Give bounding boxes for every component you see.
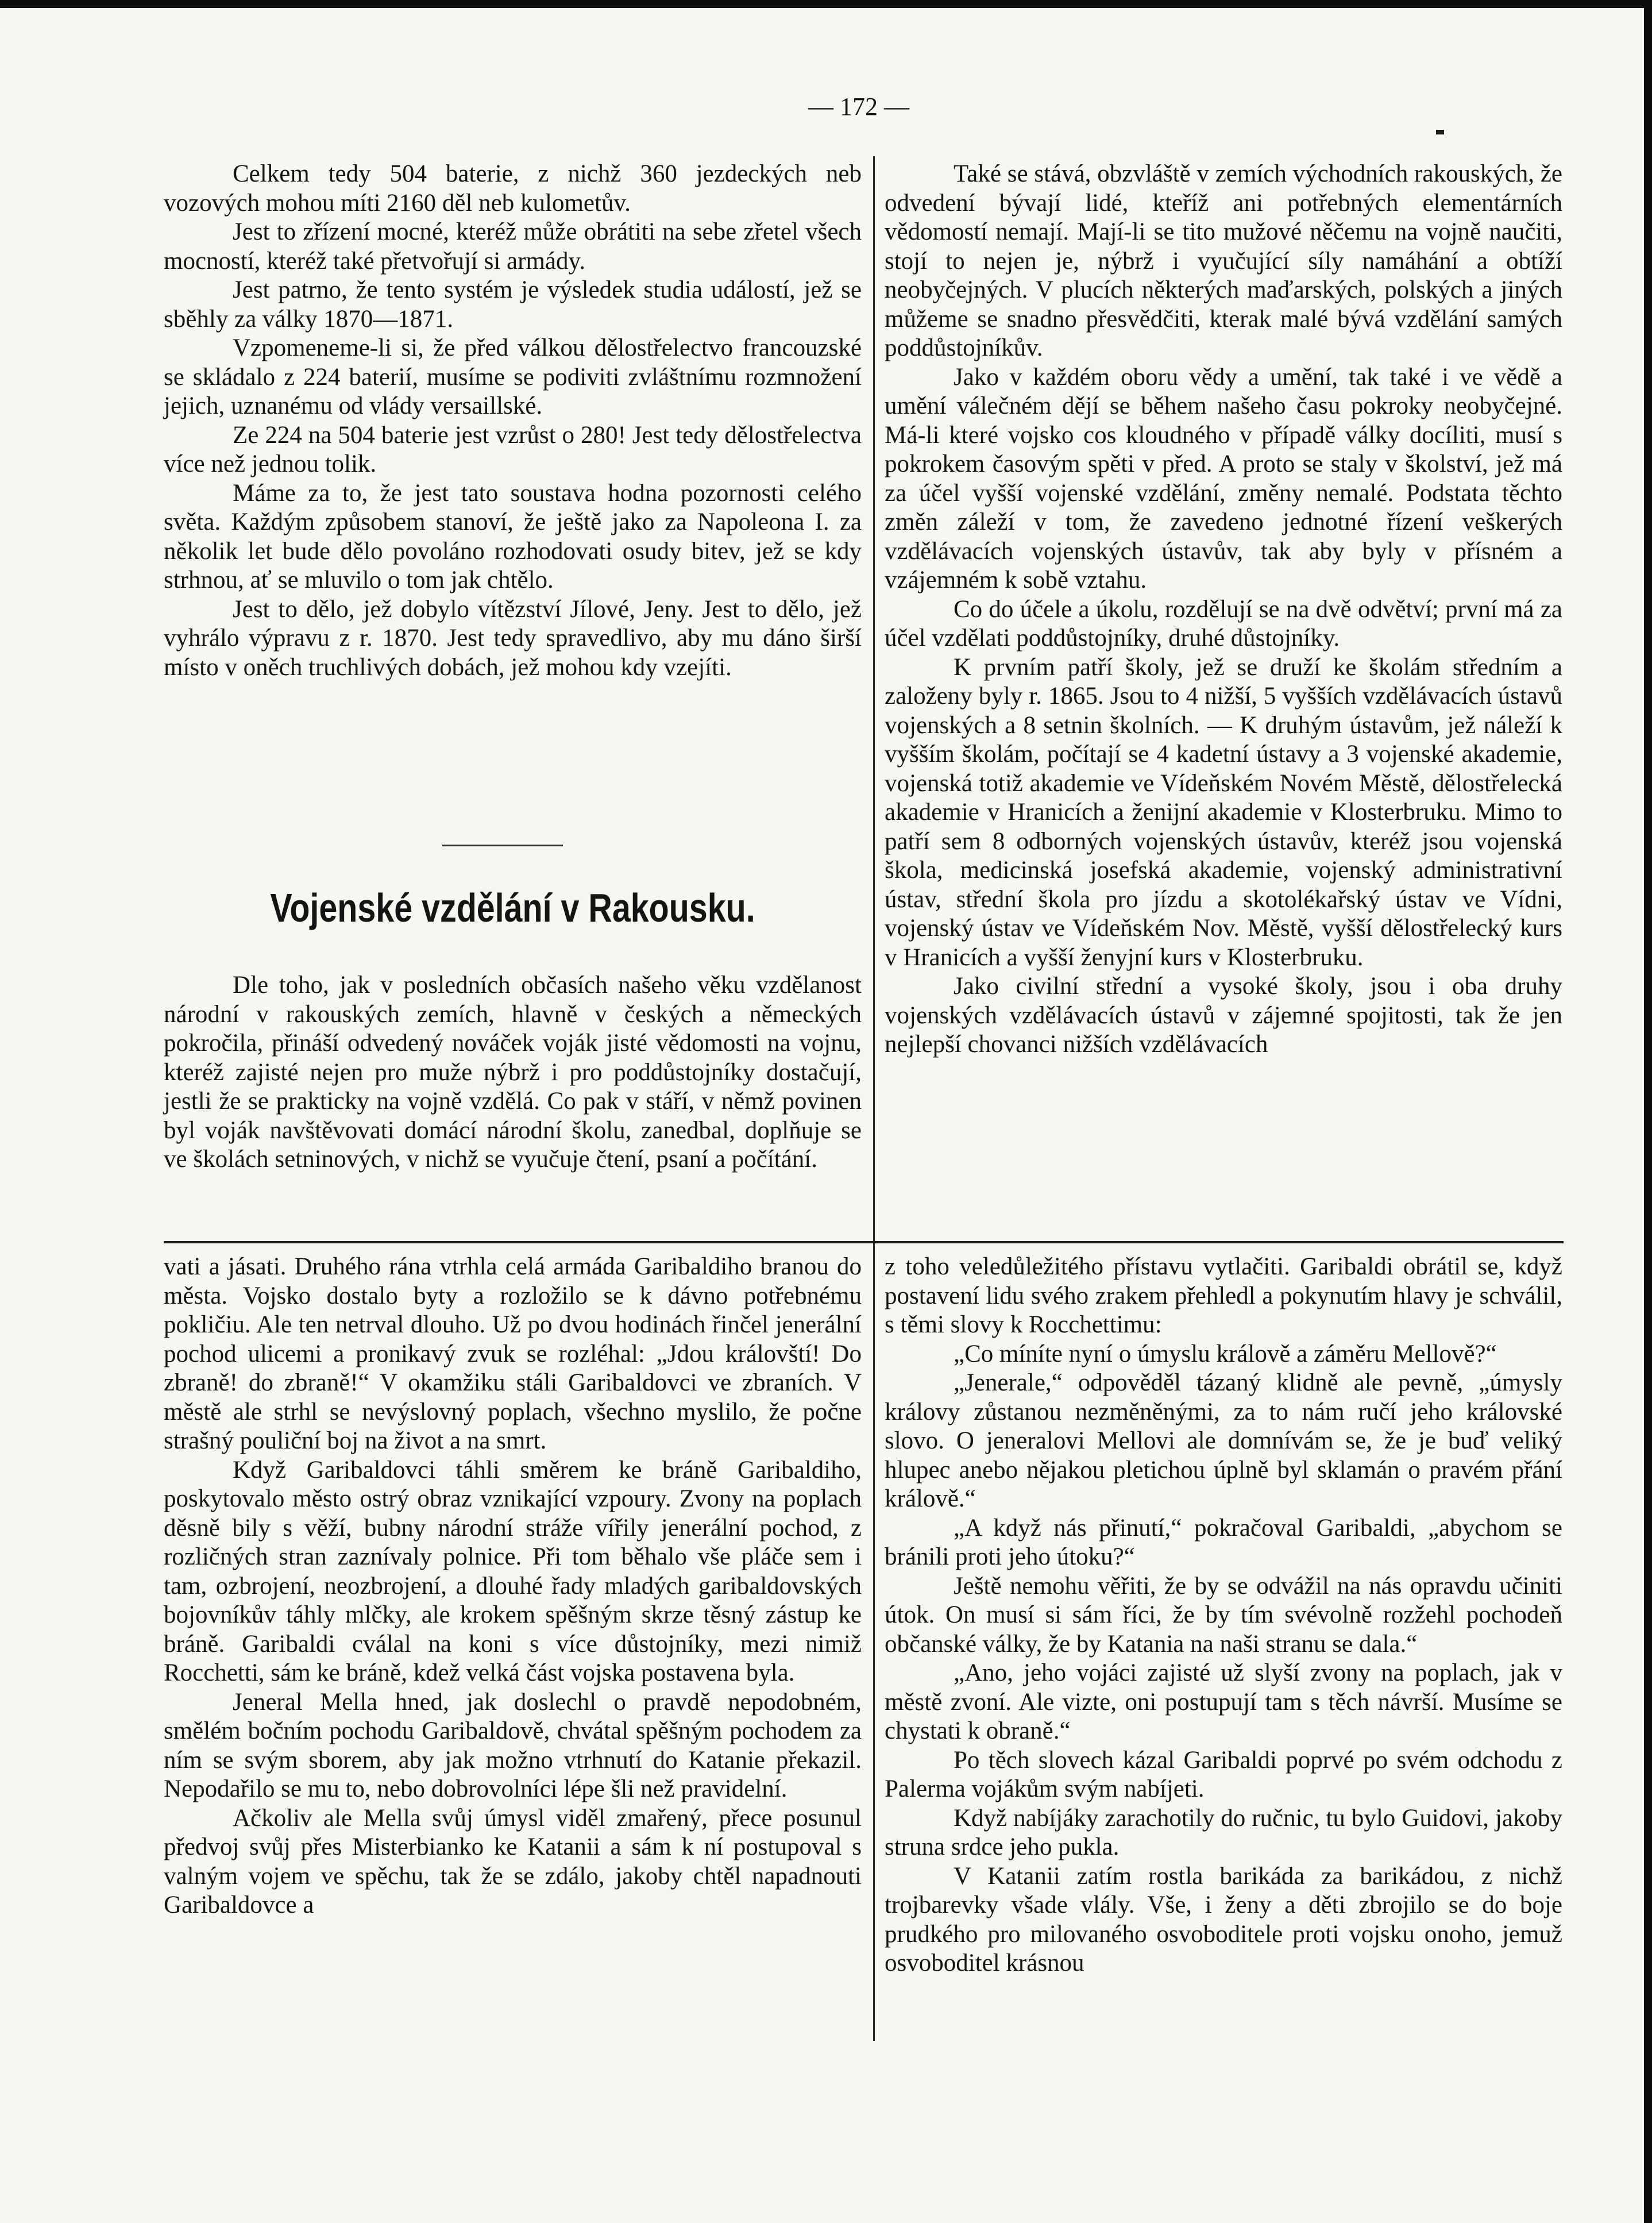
paragraph: V Katanii zatím rostla barikáda za barikádou, z nichž trojbarevky všade vlály. Vše, i ženy a děti zbrojilo se do boje prudkého pro milovaného osvoboditele proti vojsku onoho, jemuž osvoboditel krásnou [885, 1862, 1562, 1977]
paragraph: Celkem tedy 504 baterie, z nichž 360 jezdeckých neb vozových mohou míti 2160 děl neb kulometův. [164, 160, 862, 217]
bottom-right-column [885, 1253, 1562, 1978]
paragraph: Také se stává, obzvláště v zemích východních rakouských, že odvedení bývají lidé, kteříž ani potřebných elementárních vědomostí nemají. Mají-li se tito mužové něčemu na vojně naučiti, stojí to nejen je, nýbrž i vyučující síly namáhání a obtíží neobyčejných. V plucích některých maďarských, polských a jiných můžeme se snadno přesvědčiti, kterak malé bývá vzdělání samých poddůstojníkův. [885, 160, 1562, 361]
top-left-column [164, 160, 862, 682]
paragraph: Dle toho, jak v posledních občasích našeho věku vzdělanost národní v rakouských zemích, hlavně v českých a německých pokročila, přináší odvedený nováček voják jisté vědomosti na vojnu, kteréž zajisté nejen pro muže nýbrž i pro poddůstojníky dostačují, jestli že se prakticky na vojně vzdělá. Co pak v stáří, v němž povinen byl voják navštěvovati domácí národní školu, zanedbal, doplňuje se ve školách setninových, v nichž se vyučuje čtení, psaní a počítání. [164, 972, 862, 1173]
paragraph: vati a jásati. Druhého rána vtrhla celá armáda Garibaldiho branou do města. Vojsko dostalo byty a rozložilo se k dávno potřebnému pokličiu. Ale ten netrval dlouho. Už po dvou hodinách řinčel jenerální pochod ulicemi a pronikavý zvuk se rozléhal: „Jdou královští! Do zbraně! do zbraně!“ V okamžiku stáli Garibaldovci ve zbraních. V městě ale strhl se nevýslovný poplach, všechno myslilo, že počne strašný pouliční boj na život a na smrt. [164, 1253, 862, 1454]
paragraph: Jeneral Mella hned, jak doslechl o pravdě nepodobném, smělém bočním pochodu Garibaldově, chvátal spěšným pochodem za ním se svým sborem, aby jak možno vtrhnutí do Katanie překazil. Nepodařilo se mu to, nebo dobrovolníci lépe šli než pravidelní. [164, 1688, 862, 1802]
paragraph: Když nabíjáky zarachotily do ručnic, tu bylo Guidovi, jakoby struna srdce jeho pukla. [885, 1804, 1562, 1860]
paragraph: Jako civilní střední a vysoké školy, jsou i oba druhy vojenských vzdělávacích ústavů v zájemné spojitosti, tak že jen nejlepší chovanci nižších vzdělávacích [885, 973, 1562, 1058]
paragraph: Jako v každém oboru vědy a umění, tak také i ve vědě a umění válečném dějí se během našeho času pokroky neobyčejné. Má-li které vojsko cos kloudného v případě války docíliti, musí s pokrokem časovým spěti v před. A proto se staly v školství, jež má za účel vyšší vojenské vzdělání, změny nemalé. Podstata těchto změn záleží v tom, že zavedeno jednotné řízení veškerých vzdělávacích vojenských ústavův, tak aby byly v přísném a vzájemném k sobě vztahu. [885, 363, 1562, 594]
paragraph: Co do účele a úkolu, rozdělují se na dvě odvětví; první má za účel vzdělati poddůstojníky, druhé důstojníky. [885, 595, 1562, 652]
paragraph: Jest patrno, že tento systém je výsledek studia událostí, jež se sběhly za války 1870—1871. [164, 276, 862, 333]
paragraph: z toho veledůležitého přístavu vytlačiti. Garibaldi obrátil se, když postavení lidu svého zrakem přehledl a pokynutím hlavy je schválil, s těmi slovy k Rocchettimu: [885, 1253, 1562, 1338]
paragraph: „Co míníte nyní o úmyslu králově a záměru Mellově?“ [954, 1340, 1497, 1367]
paragraph: Ze 224 na 504 baterie jest vzrůst o 280! Jest tedy dělostřelectva více než jednou tolik. [164, 421, 862, 477]
print-mark [1436, 130, 1444, 134]
section-body [164, 971, 862, 1174]
scan-border-top [0, 0, 1652, 8]
paragraph: Po těch slovech kázal Garibaldi poprvé po svém odchodu z Palerma vojákům svým nabíjeti. [885, 1746, 1562, 1802]
bottom-left-column [164, 1253, 862, 1920]
paragraph: Ještě nemohu věřiti, že by se odvážil na nás opravdu učiniti útok. On musí si sám říci, že by tím svévolně rozžehl pochodeň občanské války, že by Katania na naši stranu se dala.“ [885, 1572, 1562, 1658]
paragraph: „Jenerale,“ odpověděl tázaný klidně ale pevně, „úmysly královy zůstanou nezměněnými, za to nám ručí jeho královské slovo. O jeneralovi Mellovi ale domnívám se, že je buď veliký hlupec anebo nějakou pletichou úplně byl sklamán o pravém přání králově.“ [885, 1369, 1562, 1512]
paragraph: K prvním patří školy, jež se druží ke školám středním a založeny byly r. 1865. Jsou to 4 nižší, 5 vyšších vzdělávacích ústavů vojenských a 8 setnin školních. — K druhým ústavům, jež náleží k vyšším školám, počítají se 4 kadetní ústavy a 3 vojenské akademie, vojenská totiž akademie ve Vídeňském Novém Městě, dělostřelecká akademie v Hranicích a ženijní akademie v Klosterbruku. Mimo to patří sem 8 odborných vojenských ústavův, kteréž jsou vojenská škola, medicinská josefská akademie, vojenský administrativní ústav, střední škola pro jízdu a skotolékařský ústav ve Vídni, vojenský ústav ve Vídeňském Nov. Městě, vyšší dělostřelecký kurs v Hranicích a vyšší ženyjní kurs v Klosterbruku. [885, 653, 1562, 971]
paragraph: Když Garibaldovci táhli směrem ke bráně Garibaldiho, poskytovalo město ostrý obraz vznikající vzpoury. Zvony na poplach děsně bily s věží, bubny národní stráže vířily jenerální pochod, z rozličných stran zaznívaly polnice. Při tom běhalo vše pláče sem i tam, ozbrojení, neozbrojení, a dlouhé řady mladých garibaldovských bojovníkův táhly mlčky, ale krokem spěšným skrze těsný zástup ke bráně. Garibaldi cválal na koni s více důstojníky, mezi nimiž Rocchetti, sám ke bráně, kdež velká část vojska postavena byla. [164, 1456, 862, 1686]
page-number: — 172 — [808, 93, 909, 121]
paragraph: Jest to dělo, jež dobylo vítězství Jílové, Jeny. Jest to dělo, jež vyhrálo výpravu z r. 1870. Jest tedy spravedlivo, aby mu dáno širší místo v oněch truchlivých dobách, jež mohou kdy vzejíti. [164, 595, 862, 681]
section-divider [442, 845, 563, 846]
section-title: Vojenské vzdělání v Rakousku. [270, 885, 755, 930]
paragraph: Jest to zřízení mocné, kteréž může obrátiti na sebe zřetel všech mocností, kteréž také přetvořují si armády. [164, 218, 862, 275]
paragraph: „A když nás přinutí,“ pokračoval Garibaldi, „abychom se bránili proti jeho útoku?“ [885, 1514, 1562, 1570]
feuilleton-divider [164, 1241, 1564, 1243]
paragraph: Ačkoliv ale Mella svůj úmysl viděl zmařený, přece posunul předvoj svůj přes Misterbianko ke Katanii a sám k ní postupoval s valným vojem ve spěchu, tak že se zdálo, jakoby chtěl napadnouti Garibaldovce a [164, 1804, 862, 1918]
paragraph: Máme za to, že jest tato soustava hodna pozornosti celého světa. Každým způsobem stanoví, že ještě jako za Napoleona I. za několik let bude dělo povoláno rozhodovati osudy bitev, jež se kdy strhnou, ať se mluvilo o tom jak chtělo. [164, 479, 862, 594]
scan-border-right [1644, 0, 1652, 2223]
column-divider [873, 156, 875, 2041]
paragraph: Vzpomeneme-li si, že před válkou dělostřelectvo francouzské se skládalo z 224 baterií, musíme se podiviti zvláštnímu rozmnožení jejich, uznanému od vlády versaillské. [164, 334, 862, 419]
top-right-column [885, 160, 1562, 1060]
paragraph: „Ano, jeho vojáci zajisté už slyší zvony na poplach, jak v městě zvoní. Ale vizte, oni postupují tam s těch návrší. Musíme se chystati k obraně.“ [885, 1659, 1562, 1744]
